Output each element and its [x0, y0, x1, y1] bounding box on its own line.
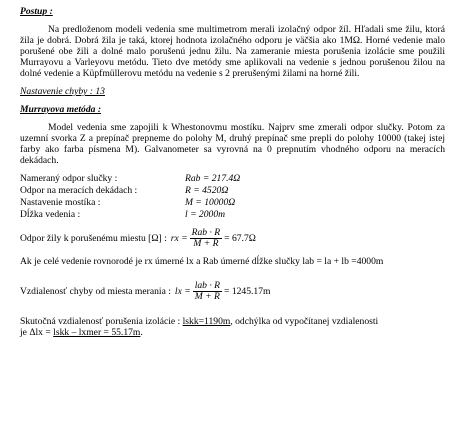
lx-result: = 1245.17m — [224, 286, 271, 297]
conclusion-line-2 — [20, 327, 445, 338]
conclusion-line1-link: lskk=1190m — [182, 316, 231, 327]
lx-denominator: M + R — [194, 291, 220, 302]
measurement-value: M = 10000Ω — [185, 197, 236, 208]
rx-formula-prefix: Odpor žily k porušenému miestu [Ω] : — [20, 233, 167, 244]
measurement-label: Odpor na meracích dekádach : — [20, 185, 138, 196]
measurement-value: l = 2000m — [185, 209, 226, 220]
lx-fraction — [193, 281, 222, 302]
lx-formula-lhs: lx = — [174, 286, 191, 297]
nastavenie-chyby: Nastavenie chyby : 13 — [20, 86, 105, 97]
rx-numerator: Rab · R — [191, 227, 221, 238]
document-page — [20, 6, 445, 338]
murray-heading: Murrayova metóda : — [20, 104, 102, 115]
rx-formula — [20, 228, 445, 249]
postup-heading: Postup : — [20, 6, 53, 17]
rx-formula-lhs: rx = — [170, 233, 188, 244]
lx-numerator: lab · R — [194, 280, 221, 291]
proportion-text: Ak je celé vedenie rovnorodé je rx úmerné lx a Rab úmerné dĺžke slučky lab = la + lb =4000m — [20, 256, 384, 267]
postup-paragraph: Na predloženom modeli vedenia sme multimetrom merali izolačný odpor žíl. Hľadali sme žilu, ktorá žila je dobrá. Dobrá žila je taká, ktorej hodnota izolačného odporu je väčšia ako 1MΩ. Horné vedenie malo porušené obe žili a dolné malo porušenú jednu žilu. Na zameranie miesta porušenia izolácie sme použili Murrayovu a Varleyovu metódu. Tieto dve metódy sme aplikovali na vedenie s jednou porušenou žilou na dolné vedenie a Küpfmüllerovu metódu na vedenie s 2 prerušenými žilami na horné žili. — [20, 24, 445, 79]
conclusion-line2-link: lskk – lxmer = 55.17m — [53, 327, 141, 338]
conclusion-line1-post: , odchýlka od vypočítanej vzdialenosti — [230, 316, 379, 327]
measurement-value: Rab = 217.4Ω — [185, 173, 241, 184]
rx-result: = 67.7Ω — [224, 233, 256, 244]
conclusion-line-1 — [20, 316, 445, 327]
measurement-label: Nastavenie mostíka : — [20, 197, 101, 208]
measurement-label: Dĺžka vedenia : — [20, 209, 81, 220]
murray-paragraph: Model vedenia sme zapojili k Whestonovmu mostíku. Najprv sme zmerali odpor slučky. Potom za uzemní svorka Z a prepínač prepneme do polohy M, druhý prepínač sme prepli do polohy 10000 (takej istej farby ako farba písmena M). Galvanometer sa vyrovná na 0 prepnutím vhodného odporu na meracích dekádach. — [20, 122, 445, 166]
measurement-row — [20, 185, 445, 197]
lx-formula — [20, 281, 445, 302]
rx-fraction — [190, 228, 223, 249]
measurement-value: R = 4520Ω — [185, 185, 229, 196]
rx-denominator: M + R — [193, 238, 219, 249]
conclusion-line2-post: . — [140, 327, 143, 338]
measurement-row — [20, 209, 445, 221]
conclusion-line1-pre: Skutočná vzdialenosť porušenia izolácie : — [20, 316, 181, 327]
measurement-row — [20, 197, 445, 209]
measurement-row — [20, 173, 445, 185]
lx-formula-prefix: Vzdialenosť chyby od miesta merania : — [20, 286, 171, 297]
measurements-list — [20, 173, 445, 221]
measurement-label: Nameraný odpor slučky : — [20, 173, 118, 184]
conclusion-line2-pre: je Δlx = — [20, 327, 51, 338]
